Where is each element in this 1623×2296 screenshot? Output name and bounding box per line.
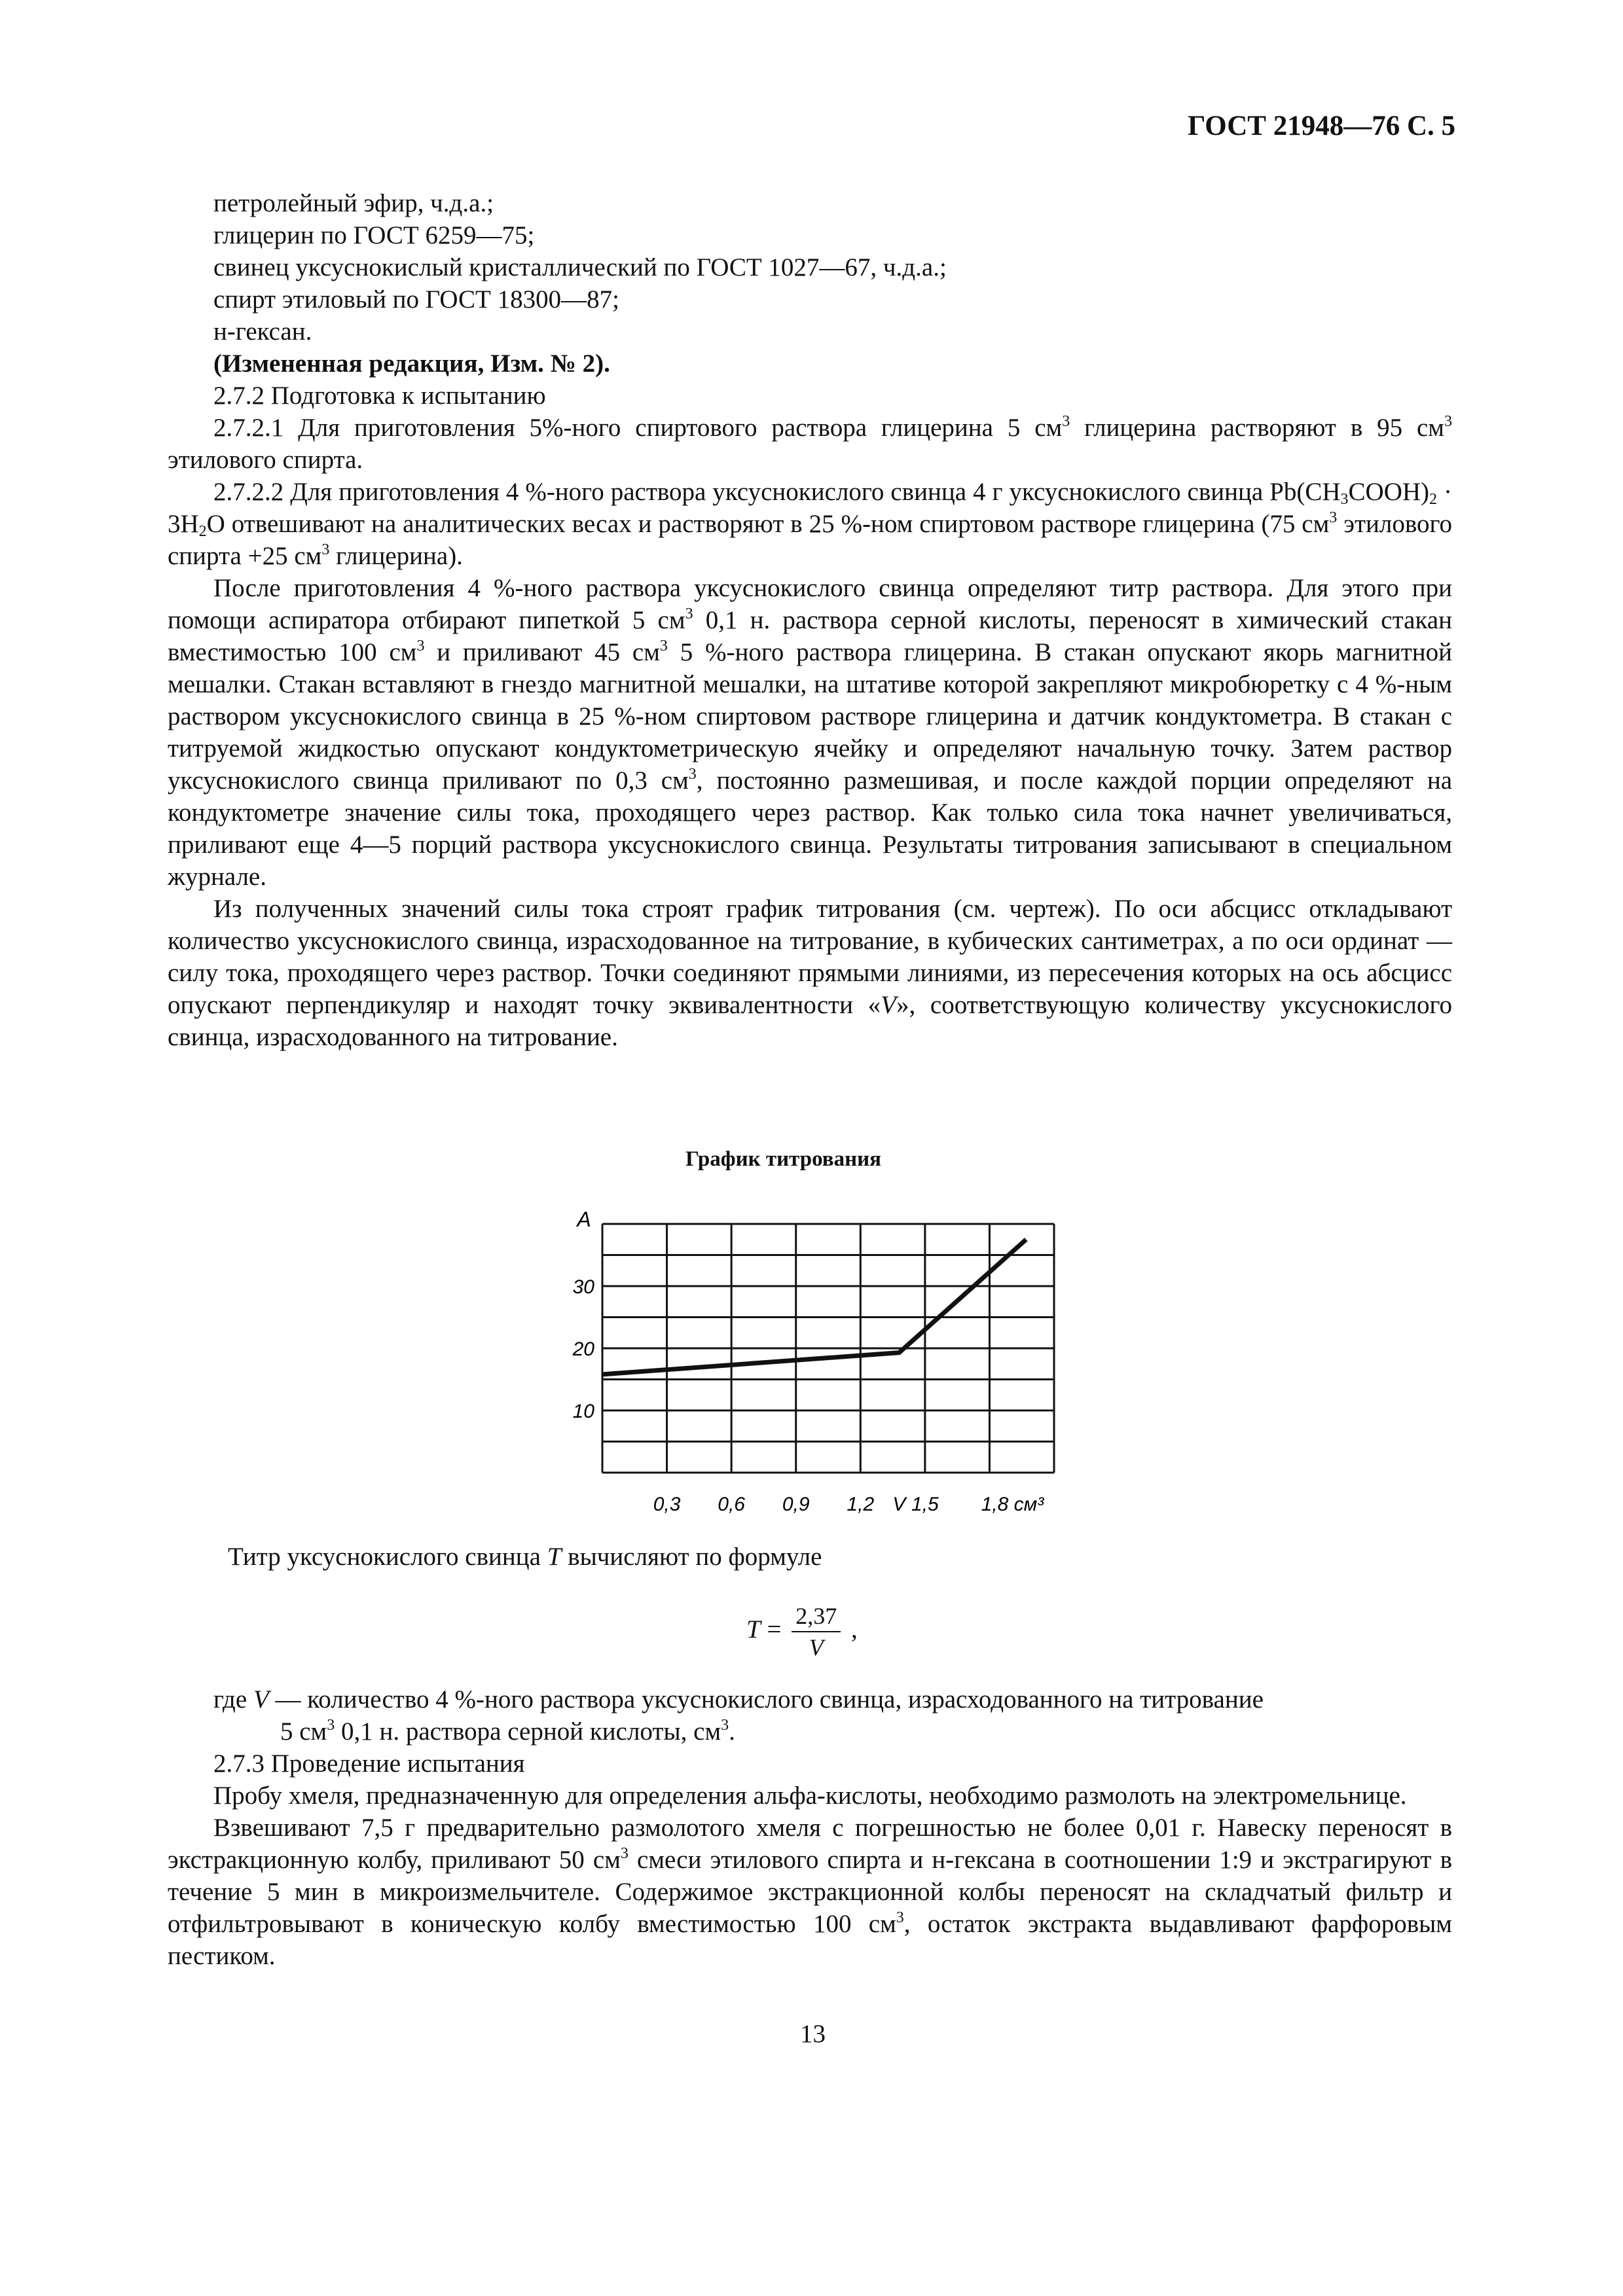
section-heading-2-7-2: 2.7.2 Подготовка к испытанию — [213, 382, 546, 410]
body-text-lower — [168, 1683, 1452, 1972]
x-tick-label: 1,2 — [847, 1494, 875, 1515]
x-tick-label: 0,9 — [782, 1494, 810, 1515]
reagent-item: свинец уксуснокислый кристаллический по ГОСТ 1027—67, ч.д.а.; — [213, 253, 947, 281]
formula-intro: Титр уксуснокислого свинца T вычисляют по формуле — [228, 1543, 822, 1571]
where-clause: где V — количество 4 %-ного раствора уксуснокислого свинца, израсходованного на титрование — [213, 1685, 1264, 1713]
page-number: 13 — [800, 2020, 826, 2048]
where-clause-continued: 5 $см^3$ 0,1 н. раствора серной кислоты, $см^3$. — [280, 1717, 735, 1746]
reagent-item: петролейный эфир, ч.д.а.; — [213, 189, 494, 217]
paragraph-weigh: Взвешивают 7,5 г предварительно размолотого хмеля с погрешностью не более 0,01 г. Навеску переносят в экстракционную колбу, приливают 50 $см^3$ смеси этилового спирта и н-гексана в соотношении 1:9 и экстрагируют в течение 5 мин в микроизмельчителе. Содержимое экстракционной колбы переносят на складчатый фильтр и отфильтровывают в коническую колбу вместимостью 100 $см^3$, остаток экстракта выдавливают фарфоровым пестиком. — [168, 1814, 1452, 1970]
formula-equals: = — [760, 1615, 788, 1643]
x-tick-label: V — [892, 1494, 906, 1515]
titer-formula — [746, 1601, 858, 1662]
y-axis-label: A — [577, 1208, 591, 1231]
section-heading-2-7-3: 2.7.3 Проведение испытания — [213, 1749, 525, 1778]
formula-fraction — [792, 1601, 841, 1662]
reagent-item: спирт этиловый по ГОСТ 18300—87; — [213, 285, 619, 314]
y-tick-label: 20 — [572, 1338, 594, 1360]
page-header: ГОСТ 21948—76 С. 5 — [1187, 111, 1455, 141]
x-tick-label: 0,3 — [653, 1494, 681, 1515]
paragraph-2-7-2-2: 2.7.2.2 Для приготовления 4 %-ного раствора уксуснокислого свинца 4 г уксуснокислого свинца $Pb(CH_3COOH)_2 \cdot 3H_2O$ отвешивают на аналитических весах и растворяют в 25 %-ном спиртовом растворе глицерина (75 $см^3$ этилового спирта +25 $см^3$ глицерина). — [168, 478, 1452, 570]
amendment-note: (Измененная редакция, Изм. № 2). — [213, 350, 610, 378]
formula-lhs: T — [746, 1615, 761, 1643]
reagent-item: глицерин по ГОСТ 6259—75; — [213, 221, 535, 249]
x-tick-label: 0,6 — [718, 1494, 746, 1515]
x-tick-label: 1,5 — [911, 1494, 939, 1515]
reagent-item: н-гексан. — [213, 317, 312, 346]
x-tick-label: 1,8 см³ — [981, 1494, 1044, 1515]
y-tick-label: 30 — [572, 1276, 594, 1298]
paragraph-sample: Пробу хмеля, предназначенную для определения альфа-кислоты, необходимо размолоть на электромельнице. — [213, 1782, 1407, 1810]
formula-denominator: V — [809, 1634, 824, 1660]
chart-grid — [602, 1224, 1054, 1473]
paragraph-titer: После приготовления 4 %-ного раствора уксуснокислого свинца определяют титр раствора. Для этого при помощи аспиратора отбирают пипеткой 5 $см^3$ 0,1 н. раствора серной кислоты, переносят в химический стакан вместимостью 100 $см^3$ и приливают 45 $см^3$ 5 %-ного раствора глицерина. В стакан опускают якорь магнитной мешалки. Стакан вставляют в гнездо магнитной мешалки, на штативе которой закрепляют микробюретку с 4 %-ным раствором уксуснокислого свинца в 25 %-ном спиртовом растворе глицерина и датчик кондуктометра. В стакан с титруемой жидкостью опускают кондуктометрическую ячейку и определяют начальную точку. Затем раствор уксуснокислого свинца приливают по 0,3 $см^3$, постоянно размешивая, и после каждой порции определяют на кондуктометре значение силы тока, проходящего через раствор. Как только сила тока начнет увеличиваться, приливают еще 4—5 порций раствора уксуснокислого свинца. Результаты титрования записывают в специальном журнале. — [168, 574, 1453, 891]
y-tick-label: 10 — [572, 1401, 594, 1422]
formula-trail: , — [845, 1615, 858, 1643]
titration-chart — [511, 1198, 1087, 1538]
formula-numerator: 2,37 — [792, 1601, 841, 1632]
paragraph-graph: Из полученных значений силы тока строят график титрования (см. чертеж). По оси абсцисс откладывают количество уксуснокислого свинца, израсходованное на титрование, в кубических сантиметрах, а по оси ординат — силу тока, проходящего через раствор. Точки соединяют прямыми линиями, из пересечения которых на ось абсцисс опускают перпендикуляр и находят точку эквивалентности «V», соответствующую количеству уксуснокислого свинца, израсходованного на титрование. — [168, 895, 1453, 1051]
paragraph-2-7-2-1: 2.7.2.1 Для приготовления 5%-ного спиртового раствора глицерина 5 $см^3$ глицерина растворяют в 95 $см^3$ этилового спирта. — [168, 413, 1452, 474]
body-text-upper — [168, 187, 1452, 1053]
chart-title: График титрования — [685, 1147, 881, 1171]
